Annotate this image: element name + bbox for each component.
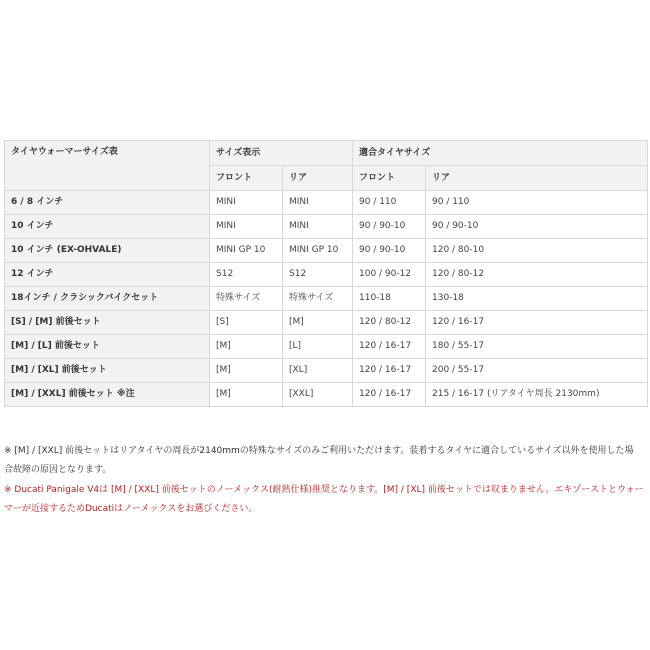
table-row bbox=[5, 215, 648, 239]
cell-tire-front: 90 / 90-10 bbox=[353, 215, 426, 239]
row-label: [S] / [M] 前後セット bbox=[5, 311, 210, 335]
cell-size-rear: [XL] bbox=[283, 359, 353, 383]
row-label: 18インチ / クラシックバイクセット bbox=[5, 287, 210, 311]
note-ducati-line-2: マーが近接するためDucatiはノーメックスをお選びください。 bbox=[4, 503, 258, 514]
cell-tire-front: 100 / 90-12 bbox=[353, 263, 426, 287]
cell-tire-front: 120 / 16-17 bbox=[353, 335, 426, 359]
note-ducati-line-1: ※ Ducati Panigale V4は [M] / [XXL] 前後セットのノーメックス(耐熱仕様)推奨となります。[M] / [XL] 前後セットでは収まりません。エキゾーストとウォー bbox=[4, 485, 644, 495]
tire-warmer-size-table bbox=[4, 140, 648, 407]
cell-size-front: [M] bbox=[210, 335, 283, 359]
cell-tire-rear: 90 / 90-10 bbox=[426, 215, 648, 239]
row-label: [M] / [XL] 前後セット bbox=[5, 359, 210, 383]
subheader-rear: リア bbox=[283, 166, 353, 191]
table-row bbox=[5, 239, 648, 263]
cell-size-rear: MINI GP 10 bbox=[283, 239, 353, 263]
cell-tire-rear: 120 / 16-17 bbox=[426, 311, 648, 335]
cell-tire-rear: 215 / 16-17 (リアタイヤ周長 2130mm) bbox=[426, 383, 648, 407]
cell-size-rear: 特殊サイズ bbox=[283, 287, 353, 311]
table-row bbox=[5, 383, 648, 407]
table-row bbox=[5, 335, 648, 359]
cell-size-front: 特殊サイズ bbox=[210, 287, 283, 311]
table-row bbox=[5, 263, 648, 287]
cell-size-rear: MINI bbox=[283, 191, 353, 215]
table-title: タイヤウォーマーサイズ表 bbox=[5, 141, 210, 191]
notes-section bbox=[4, 443, 646, 519]
row-label: 10 インチ (EX-OHVALE) bbox=[5, 239, 210, 263]
row-label: 6 / 8 インチ bbox=[5, 191, 210, 215]
cell-size-rear: MINI bbox=[283, 215, 353, 239]
cell-tire-rear: 180 / 55-17 bbox=[426, 335, 648, 359]
cell-size-front: MINI GP 10 bbox=[210, 239, 283, 263]
note-xxl-line-1: ※ [M] / [XXL] 前後セットはリアタイヤの周長が2140mmの特殊なサイズのみご利用いただけます。装着するタイヤに適合しているサイズ以外を使用した場 bbox=[4, 446, 634, 456]
table-header-row bbox=[5, 141, 648, 166]
cell-size-rear: [XXL] bbox=[283, 383, 353, 407]
subheader-tire-rear: リア bbox=[426, 166, 648, 191]
header-compatible-tire: 適合タイヤサイズ bbox=[353, 141, 648, 166]
size-chart bbox=[4, 140, 647, 407]
cell-size-front: MINI bbox=[210, 191, 283, 215]
subheader-front: フロント bbox=[210, 166, 283, 191]
cell-tire-front: 120 / 16-17 bbox=[353, 359, 426, 383]
table-row bbox=[5, 311, 648, 335]
cell-size-rear: [L] bbox=[283, 335, 353, 359]
table-row bbox=[5, 287, 648, 311]
cell-tire-front: 120 / 16-17 bbox=[353, 383, 426, 407]
cell-tire-front: 120 / 80-12 bbox=[353, 311, 426, 335]
cell-tire-front: 110-18 bbox=[353, 287, 426, 311]
cell-tire-rear: 90 / 110 bbox=[426, 191, 648, 215]
cell-size-front: MINI bbox=[210, 215, 283, 239]
subheader-tire-front: フロント bbox=[353, 166, 426, 191]
cell-tire-front: 90 / 90-10 bbox=[353, 239, 426, 263]
cell-size-front: S12 bbox=[210, 263, 283, 287]
cell-size-front: [M] bbox=[210, 359, 283, 383]
cell-tire-rear: 120 / 80-12 bbox=[426, 263, 648, 287]
cell-tire-rear: 120 / 80-10 bbox=[426, 239, 648, 263]
cell-tire-rear: 130-18 bbox=[426, 287, 648, 311]
cell-size-rear: [M] bbox=[283, 311, 353, 335]
row-label: [M] / [XXL] 前後セット ※注 bbox=[5, 383, 210, 407]
note-xxl-line-2: 合故障の原因となります。 bbox=[4, 464, 112, 475]
row-label: 12 インチ bbox=[5, 263, 210, 287]
table-row bbox=[5, 191, 648, 215]
cell-tire-rear: 200 / 55-17 bbox=[426, 359, 648, 383]
cell-size-rear: S12 bbox=[283, 263, 353, 287]
cell-size-front: [S] bbox=[210, 311, 283, 335]
row-label: 10 インチ bbox=[5, 215, 210, 239]
header-size-display: サイズ表示 bbox=[210, 141, 353, 166]
row-label: [M] / [L] 前後セット bbox=[5, 335, 210, 359]
cell-tire-front: 90 / 110 bbox=[353, 191, 426, 215]
cell-size-front: [M] bbox=[210, 383, 283, 407]
table-row bbox=[5, 359, 648, 383]
